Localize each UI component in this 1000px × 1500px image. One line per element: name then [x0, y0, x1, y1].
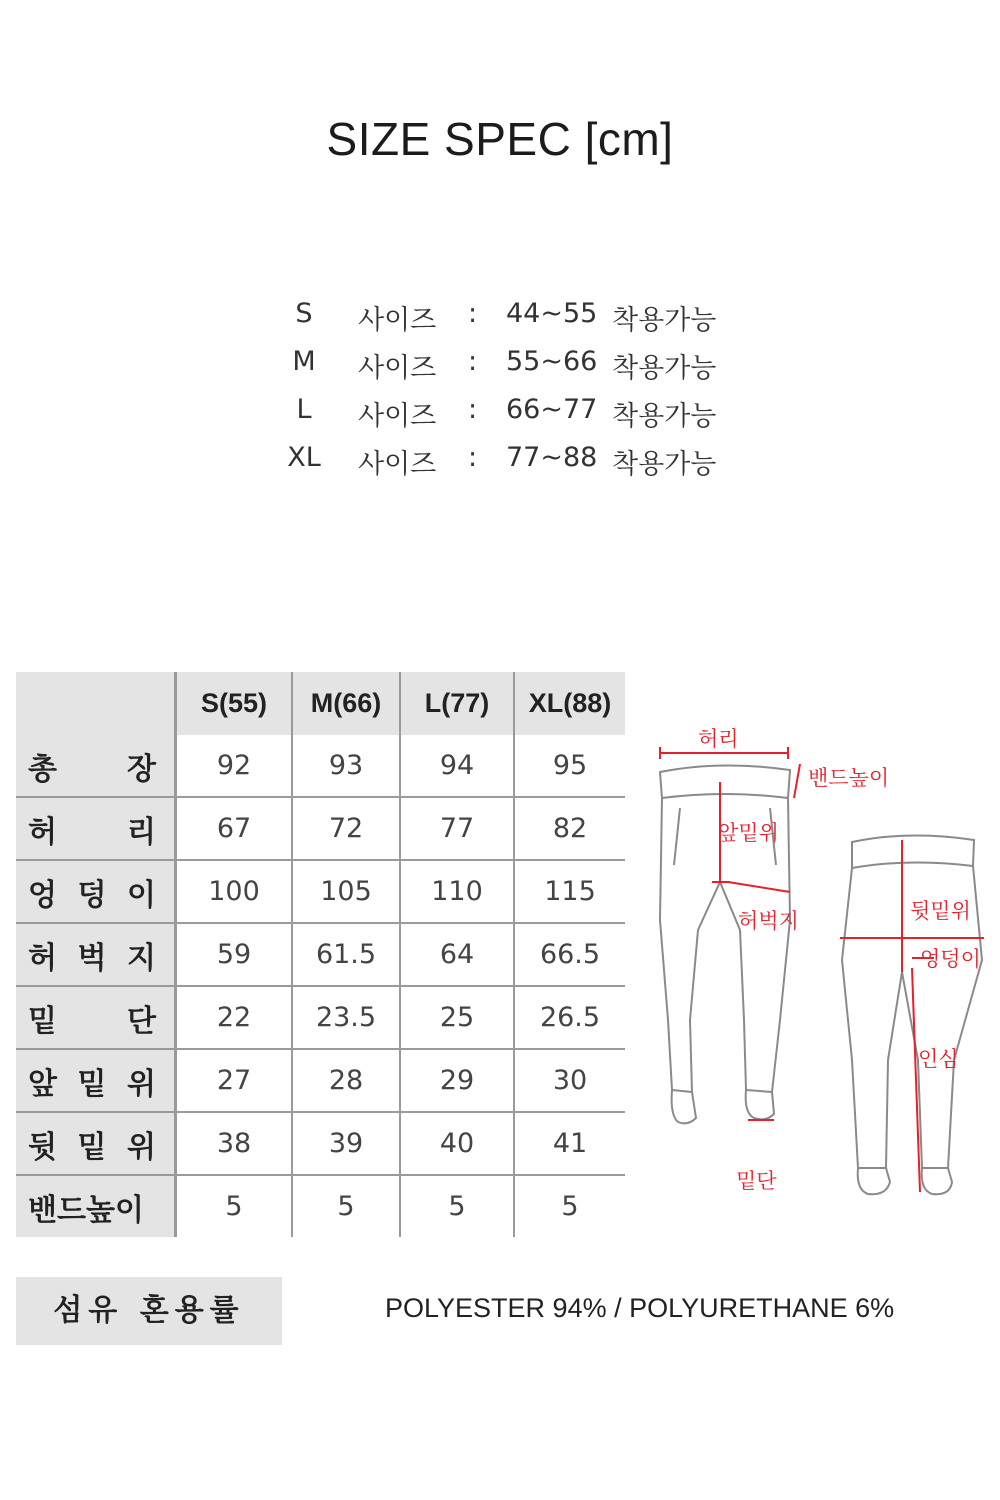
table-cell: 110: [400, 860, 514, 923]
fit-label: 사이즈: [358, 401, 437, 432]
pants-measurement-diagram: [640, 720, 990, 1210]
table-cell: 59: [176, 923, 293, 986]
table-cell: 67: [176, 797, 293, 860]
back-pants-outline: [842, 835, 982, 1194]
table-cell: 5: [400, 1175, 514, 1237]
table-row: [16, 923, 625, 986]
label-inseam: 인심: [918, 1047, 959, 1071]
table-cell: 64: [400, 923, 514, 986]
size-spec-table: [16, 672, 625, 1237]
label-hip: 엉덩이: [920, 947, 981, 971]
fit-colon: :: [468, 442, 478, 473]
fit-colon: :: [468, 394, 478, 425]
fit-row-m: [280, 340, 740, 388]
fit-colon: :: [468, 298, 478, 329]
table-cell: 22: [176, 986, 293, 1049]
table-cell: 5: [176, 1175, 293, 1237]
table-cell: 92: [176, 735, 293, 797]
table-cell: 100: [176, 860, 293, 923]
fit-size: M: [292, 346, 316, 377]
row-header: 밴드높이: [16, 1175, 176, 1237]
table-cell: 82: [514, 797, 625, 860]
fit-row-xl: [280, 436, 740, 484]
fit-label: 사이즈: [358, 353, 437, 384]
table-header-row: [16, 672, 625, 735]
label-thigh: 허벅지: [738, 909, 799, 933]
table-cell: 105: [292, 860, 400, 923]
row-header: 총 장: [16, 735, 176, 797]
label-back-rise: 뒷밑위: [910, 899, 971, 923]
size-fit-guide: [280, 292, 740, 484]
row-header: 앞 밑 위: [16, 1049, 176, 1112]
row-header: 뒷 밑 위: [16, 1112, 176, 1175]
column-header: S(55): [176, 672, 293, 735]
fit-colon: :: [468, 346, 478, 377]
table-cell: 28: [292, 1049, 400, 1112]
table-cell: 5: [292, 1175, 400, 1237]
fit-size: S: [295, 298, 313, 329]
fit-note: 착용가능: [612, 401, 717, 432]
row-header: 밑 단: [16, 986, 176, 1049]
page-title: SIZE SPEC [cm]: [326, 113, 674, 165]
label-waist: 허리: [698, 727, 739, 751]
table-cell: 26.5: [514, 986, 625, 1049]
table-cell: 41: [514, 1112, 625, 1175]
table-cell: 39: [292, 1112, 400, 1175]
fit-label: 사이즈: [358, 449, 437, 480]
table-cell: 72: [292, 797, 400, 860]
row-header: 엉 덩 이: [16, 860, 176, 923]
table-corner-cell: [16, 672, 176, 735]
table-cell: 40: [400, 1112, 514, 1175]
fit-range: 66~77: [506, 394, 598, 425]
table-cell: 61.5: [292, 923, 400, 986]
table-cell: 30: [514, 1049, 625, 1112]
table-cell: 66.5: [514, 923, 625, 986]
front-pants-outline: [660, 765, 790, 1123]
table-cell: 25: [400, 986, 514, 1049]
fit-note: 착용가능: [612, 449, 717, 480]
fit-row-s: [280, 292, 740, 340]
table-cell: 29: [400, 1049, 514, 1112]
table-cell: 95: [514, 735, 625, 797]
table-row: [16, 1175, 625, 1237]
label-front-rise: 앞밑위: [718, 821, 779, 845]
table-cell: 115: [514, 860, 625, 923]
fit-label: 사이즈: [358, 305, 437, 336]
fit-size: L: [296, 394, 312, 425]
table-cell: 94: [400, 735, 514, 797]
fiber-composition-label: 섬유 혼용률: [16, 1277, 282, 1345]
label-band-height: 밴드높이: [808, 766, 890, 790]
table-row: [16, 860, 625, 923]
fiber-composition-value: POLYESTER 94% / POLYURETHANE 6%: [385, 1293, 895, 1323]
row-header: 허 리: [16, 797, 176, 860]
table-row: [16, 1049, 625, 1112]
fit-row-l: [280, 388, 740, 436]
table-cell: 23.5: [292, 986, 400, 1049]
table-cell: 5: [514, 1175, 625, 1237]
table-row: [16, 986, 625, 1049]
fit-range: 77~88: [506, 442, 598, 473]
table-cell: 93: [292, 735, 400, 797]
fit-size: XL: [287, 442, 321, 473]
column-header: L(77): [400, 672, 514, 735]
fit-note: 착용가능: [612, 305, 717, 336]
row-header: 허 벅 지: [16, 923, 176, 986]
column-header: M(66): [292, 672, 400, 735]
column-header: XL(88): [514, 672, 625, 735]
table-row: [16, 1112, 625, 1175]
table-cell: 38: [176, 1112, 293, 1175]
table-row: [16, 797, 625, 860]
label-hem: 밑단: [736, 1169, 777, 1193]
table-cell: 77: [400, 797, 514, 860]
fit-range: 55~66: [506, 346, 598, 377]
table-cell: 27: [176, 1049, 293, 1112]
table-row: [16, 735, 625, 797]
fit-range: 44~55: [506, 298, 598, 329]
fit-note: 착용가능: [612, 353, 717, 384]
